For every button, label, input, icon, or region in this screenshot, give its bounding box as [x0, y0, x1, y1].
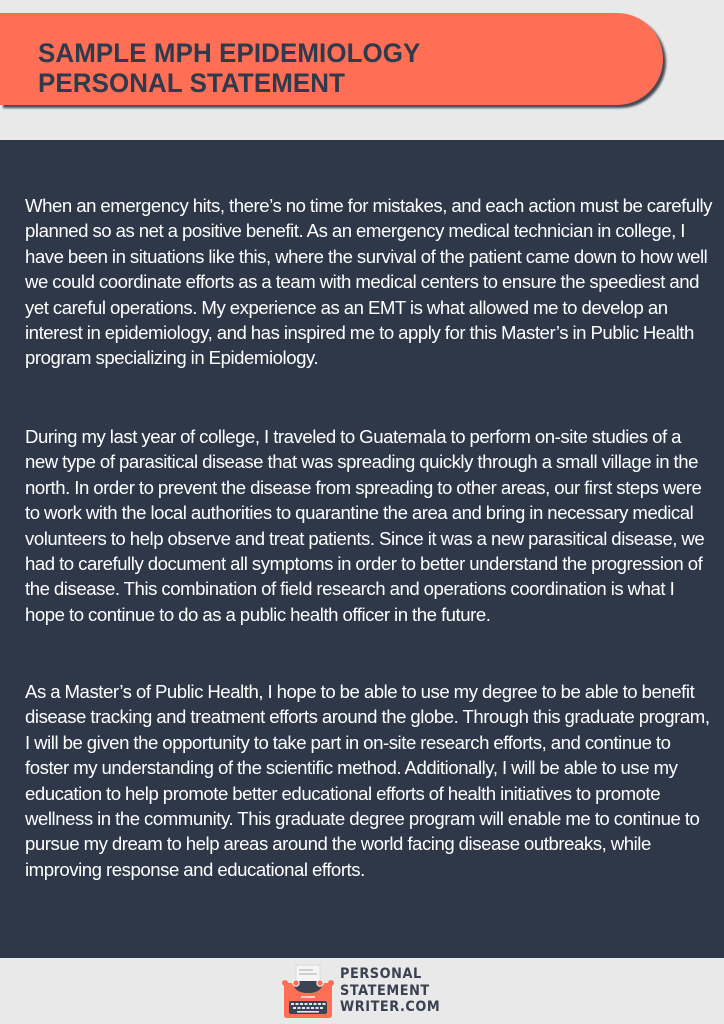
logo-line-3: WRITER.COM	[340, 999, 441, 1015]
logo-line-1: PERSONAL	[340, 966, 422, 982]
page-title	[38, 38, 420, 98]
title-line-1: SAMPLE MPH EPIDEMIOLOGY	[38, 38, 421, 68]
logo-text	[340, 966, 440, 1016]
paragraph-3: As a Master’s of Public Health, I hope to be able to use my degree to be able to benefit disease tracking and treatment efforts around the globe. Through this graduate program, I will be given the opportunity to take part in on-site research efforts, and continue to foster my understanding of the scientific method. Additionally, I will be able to use my education to help promote better educational efforts of health initiatives to promote wellness in the community. This graduate degree program will enable me to continue to pursue my dream to help areas around the world facing disease outbreaks, while improving response and educational efforts.	[25, 681, 710, 880]
title-line-2: PERSONAL STATEMENT	[38, 68, 346, 98]
logo-line-2: STATEMENT	[340, 982, 430, 999]
paragraph-2: During my last year of college, I traveled to Guatemala to perform on-site studies of a new type of parasitical disease that was spreading quickly through a small village in the north. In order to prevent the disease from spreading to other areas, our first steps were to work with the local authorities to quarantine the area and bring in necessary medical volunteers to help observe and treat patients. Since it was a new parasitical disease, we had to carefully document all symptoms in order to better understand the progression of the disease. This combination of field research and operations coordination is what I hope to continue to do as a public health officer in the future.	[25, 426, 705, 625]
typewriter-icon	[281, 963, 335, 1019]
site-logo[interactable]	[281, 963, 461, 1021]
paragraph-1: When an emergency hits, there’s no time for mistakes, and each action must be carefully planned so as net a positive benefit. As an emergency medical technician in college, I have been in situations like this, where the survival of the patient came down to how well we could coordinate efforts as a team with medical centers to ensure the speediest and yet careful operations. My experience as an EMT is what allowed me to develop an interest in epidemiology, and has inspired me to apply for this Master’s in Public Health program specializing in Epidemiology.	[25, 195, 712, 369]
